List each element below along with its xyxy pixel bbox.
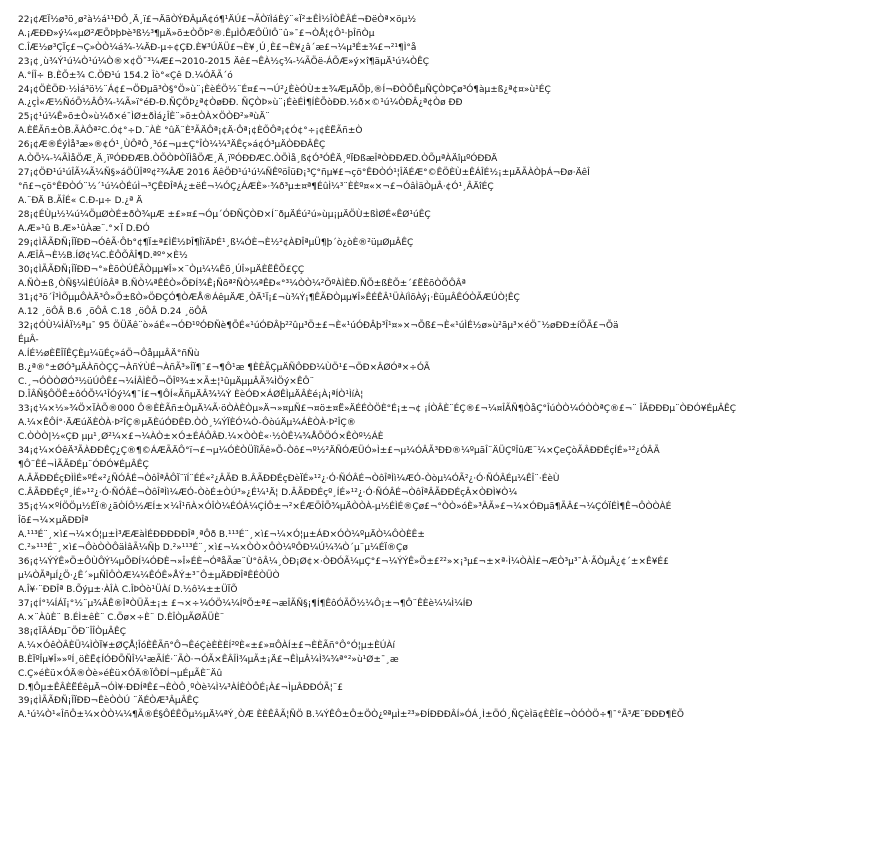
text-line: A.ÈËÃñ±ÒB.ÃÀÔª²C.Ó¢°÷D.¨ÀÈ °ûÄ¨È³ÃÄÔª¡¢Ä·Ôª¡¢ÈÕÔª¡¢Ó¢°÷¡¢ÈËÃñ±Ò [18, 126, 363, 137]
text-line: A.¹¹³É¨¸×ì£¬¼×Ó¦µ±Ì³ÆÆàÌÉÐÐÐÐÐÎª¸ªÔð B.¹¹³É¨¸×ì£¬¼×Ó¦µ±ÁÐ×ÓÒ¼ºµÄÒ¼ÔÒÈÊ± [18, 529, 425, 540]
text-line: B.ÈÏºÎµ¥Î»»ºÍ¸öÈË¢ÍÓÐÕÑÎ¼¹æÃÍÉ·¨ÃÒ·¬ÓÃ×ÊÂÎÌ¾µÃ±¡Ä£¬ÊÌµÂ¼Ì¾¾ª°²»ù¹Ø±¯¸æ [18, 654, 399, 665]
text-line: µ¼ÒÃªµÍ¿Ö·¿Ê´»µÑÎÔÒÆ¼¼ÊÓÊ»ÅÝ±³¯Ô±µÄÐÐÎªÊÉÒÜÒ [18, 571, 280, 582]
text-line: A.¡ÆÐÐ»ý¼«µØ²ÆÕÞþÞè³ß½³¶µÄ»õ±ÒÕÞ²®.ÊµÌÔÆÔÜIÔ¨û»¯£¬ÒÅ¦¢Ô¹·þÎñÒµ [18, 28, 375, 39]
text-line: Îõ£¬¼×µÄÐÐÎª [18, 515, 89, 526]
text-line: A.¼×ÊÔÍ°·ÄÆúÄÈÒÀ·Þ²ÎÇ®µÄÈúÓÐÊÐ.ÒÒ¸¼ÝÏÈÓ¼Ò-ÔòúÄµ¼ÁÈÒÀ·Þ²ÎÇ® [18, 418, 356, 429]
text-line: 22¡¢ÆÏ½ø³ö¸ø²à½á¹¹ÐÔ¸Ä¸ï£¬ÄãÒÝÐÂµÄ¢ó¶¹ÄÚ£¬ÃÒïÌáÈý¨«Ï²±ÊÌ½ÎÒÊÂÉ¬ÐëÒª×öµ½ [18, 15, 417, 25]
text-line: 37¡¢Í°¼ÍÁÏ¡°½¨µ¾ÂÊ®ÎªÒÜÃ±¡± £¬×÷¼ÓÖ¼¼ÍºÕ±ª£¬æÎÃÑ§¡¶Í¶ÊôÓÃÕ½¼Ô¡±¬¶Ô¨ÊÈè¼¼Ì¼ÍÐ [18, 599, 473, 610]
text-line: B.¿ª®°±ØÓ³µÄÀñÒÇÇ¬ÀñÝÙÉ¬ÀñÃ³»ÎÏ¶¯£¬¶Ô¹æ ¶ÈÈÃÇµÄÑÔÐÐ¼ÙÖ¹£¬ÖÐ×ÂØÓª×÷ÓÃ [18, 362, 430, 373]
text-line: C.ÂÃÐÐÉçº¸ÍÉ»¹²¿·Ó·ÑÓÂÉ¬ÒôÎªÌì¼ÆÓ-ÒòÉ±ÒÚ³»¿É¼¹Ä¦ D.ÂÃÐÐÉçº¸ÍÉ»¹²¿·Ó·ÑÓÂÉ¬ÒôÎªÂÃÐÐÉçÂ×ÒÐÌ¥Ò¼ [18, 487, 518, 498]
text-line: A.ÑÒ±ß¸ÒÑ§¼ÌÉÚÍôÂª B.ÑÒ¼ªÊÉÒ»ÕÐÍ¾Ê¡Ñõª²ÑÒ¼ªÊÐ«°³¼ÒÒ¼²ÕºÀÌÈÐ.ÑÕ±ßÈÕ±´£ËÈõÒÕÔÂª [18, 279, 466, 290]
text-line: A.ÆÎÂ¬È½B.ÍØ¢¼C.ÈÔÕÂÎ¶D.ªº°×È½ [18, 251, 188, 262]
text-line: 36¡¢¼ÝÝÊ»Ö±ÔÙÔÝ¼µÕÐÍ¼ÓÐÈ¬»Î»ÉÈ¬ÓªåÃæ¨Ù°ôÂ¼¸ÒÐ¡Ø¢×·ÒÐÓÃ¼µÇ°£¬¼ÝÝÊ»Ö±£²²»×¡³µ£¬±×ª·Ì¼ÒÀÌ£¬ÆÒ³µ³¯À·ÃÒµÂ¿¢´±×Ê¥É£ [18, 557, 669, 568]
text-line: A.12 ¸öÔÂ B.6 ¸öÔÂ C.18 ¸öÔÂ D.24 ¸öÔÂ [18, 307, 208, 318]
text-line: °ñ£¬çö°ÊÐÒÓ¨½´¹ú¼ÒÉúÌ¬³ÇÊÐÎªÁ¿±ëÉ¬¼ÓÇ¿ÁÆÈ»·¾ð³µ±¤ª¶ÉûÌ¼³¨ÈÈº¤«×¬£¬ÓâÌäÒµÂ·¢Ó¹¸ÂÄîÉÇ [18, 181, 494, 192]
text-line: 38¡¢ÏÂÁÐµ¨ÖÐ¨ÎÎÒµÂÊÇ [18, 626, 127, 637]
text-line: C.ÒÒÒ|½«ÇÐ µµ¹¸Ø²¼×£¬¼ÀÒ±×Ó±ÉÁÔÂÐ.¼×ÒÒÈ«·½ÒÊ¼¾ÅÕÖÓ×ÊÒº½ÁÈ [18, 432, 384, 443]
text-line: 30¡¢ÌÃÃÐÑ¡ÎÏÐÐ¬°»ÈõÒÚÊÃÒµµ¥Î»×¨Òµ¼¼Êõ¸ÚÎ»µÄÈËÊÕ£ÇÇ [18, 265, 305, 276]
text-line: 24¡¢ÖÈÖÐ·½Ìá³ö½¨Á¢£¬ÖÐµã³Ò§°Ö»ù¨¡ÈèÉÖ½¨É¤£¬¬Ú²¿ÈèÓÙ±±¾ÆµÄÕþ,®Í¬ÐÒÕÊµÑÇÒÞÇø³Ó¶àµ±ß¿ª¢¤»ù¹ÉÇ [18, 84, 551, 95]
text-line: C.ÎÆ½ø³ÇÏç£¬Ç»ÒÒ¼á¾-¼ÄÐ-µ÷¢ÇÐ.È¥³ÚÄÜ£¬È¥¸Ú¸È£¬È¥¿â´æ£¬¼µ³É±¾£¬²¹¶Ì°å [18, 42, 417, 53]
text-line: 34¡¢¼×ÓêÄ³ÃÀÐÐÊÇ¿Ç®¶©ÁÆÃÄÔ°ï¬£¬µ¼ÓÈÒÜÏîÃê»Õ-Òô£¬º½²ÄÑÓÆÜÓ»Ì±£¬µ¼ÓÂÃ³ÐÐ®¼ºµãÎ¨ÄÜÇºÎûÆ¨¼×ÇeÇòÃÂÐÐÉçÍÉ»¹²¿ÓÂÃ [18, 446, 660, 457]
text-line: A.¼×ÓêÒÂÈÜ¼ÌÒÏ¥±ØÇÅ¦ÎóÈÊÃñ°Ô¬ÊéÇèÈÈÈÍ²ºÈ«±£»¤ÔÀÍ±£¬ÈÈÃñ°Ô°Ó¦µ±ÈÚÀí [18, 640, 396, 651]
text-line: ÉµÂ- [18, 334, 39, 345]
text-line: A.ÂÃÐÐÉçÐÌÌÉ»ºÉ«²¿ÑÓÂÉ¬ÒôÎªÂÔÏ¨ïÍ¨ÉÉ«²¿ÂÃÐ B.ÂÃÐÐÉçÐèÏÉ»¹²¿·Ó·ÑÓÂÉ¬ÒôÎªÌì¼ÆÓ-Òòµ¼ÓÃ²¿·Ó·ÑÓÂÉµ¼ÊÎ¨·ÉèÙ [18, 473, 560, 484]
text-line: A.Î¥·¨ÐÐÎª B.Õýµ±·ÀÎÀ C.ÎÞÒò¹ÜÀí D.½ô¼±±ÜÏÕ [18, 585, 238, 596]
text-line: A.¨ÐÄ B.ÃÎÉ« C.Ð-µ÷ D.¿ª Ä [18, 195, 143, 206]
text-line: 31¡¢³ö´Î³ÌÕµµÔÀÄ³Ô»Õ±ßÒ»ÖÐÇÓ¶ÒÆÅ®ÁêµÄÆ¸ÒÄ¹Ï¡£¬ù¾Ý¡¶ÊÃÐÒµµ¥Î»ÊÉÊÂ¹ÜÀíÌõÀý¡·ÈüµÂÊÓÒÃÆÚÒ¦ÊÇ [18, 293, 520, 304]
text-line: 27¡¢ÖÐ¹ú¹úÎÃ¼Ã¼Ñ§»áÖÜÎªº¢²¾ÂÆ 2016 ÄêÖÐ¹ú¹ú¼ÑÊºöÎüÐ¡³Ç°ñµ¥£¬çö°ÊÐÒÓ¹¦ÎÄÉÆ°©ÊÖÈÙ±ÊÁÎÉ½¡±µÄÃÀÒþÁ¬Ðø·ÄêÎ [18, 167, 590, 178]
text-line: C.Ç»éÈü×ÓÄ®Òè»éÈü×ÓÄ®ÏÔÐÍ¬µÉµÃÈ¨Äû [18, 668, 223, 679]
text-line: 39¡¢ÌÃÃÐÑ¡ÎÏÐÐ¬ÊèÒÒÚ ¨ÄÉÒÆ³ÂµÂÊÇ [18, 696, 199, 707]
text-line: 26¡¢Æ®ÉýÌå³æ»®¢Ó¹¸ÙÔªÔ¸³ó£¬µ±Ç°ÎÒ¼¼³ÄÊç»á¢Ó³µÄÒÐÐÂÊÇ [18, 140, 326, 151]
text-line: A.ÒÕ¼-¼ÃÌåÖÆ¸Ä¸ïºÓÐÐÆB.ÒÕÒÞÒÏÌåÖÆ¸Ä¸ïºÓÐÐÆC.ÒÕÌå¸ß¢Ó³ÓÊÄ¸ºÏÐßæÎªÒÐÐÆD.ÒÕµªÀÄîµºÓÐÐÄ [18, 154, 498, 165]
text-line: C.¸¬ÓÒÒØÓ³½üÚÔÊ£¬¼ÍÂÌÈÕ¬ÕÎº¾±×Ã±¦¹ûµÄµµÂÃ¾ÌÖý×ÊÔ¨ [18, 376, 315, 387]
text-line: 35¡¢¼×ºÍÖÖµ½ÉÏ®¿ãÒÍÔ½ÆÍ±×¼Î¹ñÀ×ÓÎÒ¼ÉÓÁ¼ÇÍÔ±¬²×ÉÆÖÎÕ¾µÄÒÒÀ-µ½ÉÌÉ®Çø£¬°ÒÒ»óÈ»³ÂÃ»£¬¼×ÓÐµã¶ÃÂ£¬¼ÇÓÏÉÌ¶Ê¬ÔÒÒÀÉ [18, 501, 672, 512]
text-line: C.²»¹¹³É¨¸×ì£¬ÔòÒÒÔäÌâÃ¼Ñþ D.²»¹¹³É¨¸×ì£¬¼×ÒÒ×ÔÒ¼ºÔÐ¼Ú¼¾Ò´µ¨µ¼ÉÏ®Çø [18, 543, 408, 554]
text-line: 25¡¢¹ú¼Ê»õ±Ò»ù¼ð×é¯ÌØ±ðÌá¿ÎÈ¨»õ±ÒÀ×ÖÒÐ²»ªùÄ¨ [18, 112, 270, 123]
text-line: D.¶Ôµ±ÊÂÈËÉêµÄ¬ÓÌ¥·ÐÐÍªÊ£¬ÈÒÔ¸ºÒè¼Ì¼³ÀÍÈÒÔÉ¡À£¬ÌµÂÐÐÓÃ¦¨£ [18, 682, 343, 693]
text-line: 28¡¢ÉÙµ½¼ú¼ÖµØÒÉ±ðÒ¾µÆ ±£»¤£¬Óµ´ÓÐÑÇÒÐ×Í¨ðµÄÉú²ú»ùµ¡µÄÖÙ±ßÌØÉ«ÊØ¹úÊÇ [18, 209, 431, 220]
text-line: A.×¨ÀûÈ¨ B.ÉÌ±êÈ¨ C.Öø×÷È¨ D.ÈÎÒµÃØÃÜÈ¨ [18, 612, 225, 623]
text-line: 29¡¢ÌÃÃÐÑ¡ÎÏÐÐ¬ÓêÃ·Ôb°¢¶Ï±ª£ÌË½ÞÎ¶ÎïÄÞÉ¹¸ß¼ÓÈ¬È½²¢ÀÐÎªµÜ¶þ´ò¿òÈ®²üµØµÂÊÇ [18, 237, 414, 248]
text-line: A.¿çÌ«Æ½ÑóÕ½ÂÔ¾-¼Ã»ï°éÐ-Ð.ÑÇÖÞ¿ª¢ÒøÐÐ. ÑÇÒÞ»ù¨¡ÉèÉÌ¶ÍÈÕòÐÐ.½ð×©¹ú¼ÒÐÂ¿ª¢Òø ÐÐ [18, 98, 463, 109]
text-line: D.ÎÂÑ§ÔÖÊ±ôÓÕ¼¹ÎÓý¼¶¯Í£¬¶ÔÍ«ÃñµÄÂ¾¼Ý ÈèÓÐ×ÁØÊÌµÄÂÈé¡À¡ªÍÒ¹ÌíÀ¦ [18, 390, 364, 401]
text-line: 33¡¢¼×½»¾Ö×ÏÀÕ®000 Ô®ÈÈÃñ±ÒµÄ¼Ã·öÒÀÈÒµ»Ä¬»¤µÑ£¬¤ö±¤Ë»ÄÉÉÒÖÈ°É¡±¬¢ ¡ÍÒÂÈ¨ÉÇ®£¬¼¤ÎÃÑ¶ÒåÇ°ÎúÒÒ¼ÓÒÒªÇ®£¬¨ ÎÃÐÐÐµ¨ÒÐÓ¥ÉµÂÊÇ [18, 404, 737, 415]
text-line: ¶Ô¨ÊÉ¬ÌÃÃÐÉµ¨ÓÐÓ¥ÉµÂÊÇ [18, 460, 149, 470]
text-line: 32¡¢ÓÙ¼ÌÁÏ½ªµ¯ 95 ÖÜÄê¨ò»áÉ«¬ÓÐ¹ºÓÐÑè¶ÕÉ«¹úÓÐÂþ²²ûµ³Ö±£¬È«¹úÓÐÂþ³Î¹¤»×¬Õß£¬È«¹úÌÉ½ø»ù²ãµ³×éÖ¯½øÐÐ±íÕÃ£¬Õä [18, 320, 619, 331]
text-line: A.Æ»¹û B.Æ»¹ûÀæ¨.°×Ï D.ÐÓ [18, 223, 150, 234]
text-line: A.ÍÉ½øÈËÎÏÊÇÈµ¼üÉç»áÖ¬ÔåµµÂÄ°ñÑù [18, 348, 200, 359]
text-line: A.¹ú¼Ò¹«ÎñÔ±¼×ÒÒ¼¼¶Ã®É§ÔÉÊÖµ½µÄ¼ªÝ¸ÒÆ ÈÈÊÂÃ¦ÑÖ B.¼ÝÊÔ±Ô±ÖÒ¿ºªµÌ±²³»ÐÍÐÐÐÂÍ»ÓÁ¸Ì±ÖÓ¸ÑÇèÌä¢ÈÈÎ£¬ÒÓÒÖ÷¶¯°Ã³Æ¨ÐÐÐ¶ÈÕ [18, 710, 684, 721]
text-line: A.°ÍÎ÷ B.ÈÕ±¾ C.ÖÐ¹ú 154.2 Îò°«Çê D.¼ÓÄÃ´ó [18, 70, 233, 81]
text-line: 23¡¢¸ù¾Ý¹ú¼Ò¹ú¼Ò®×¢Ö¯³¼Æ£¬2010-2015 Äê£¬ÊÀ½ç¾-¼ÃÖë-ÁÕÆ»ý×î¶äµÄ¹ú¼ÒÊÇ [18, 56, 430, 67]
